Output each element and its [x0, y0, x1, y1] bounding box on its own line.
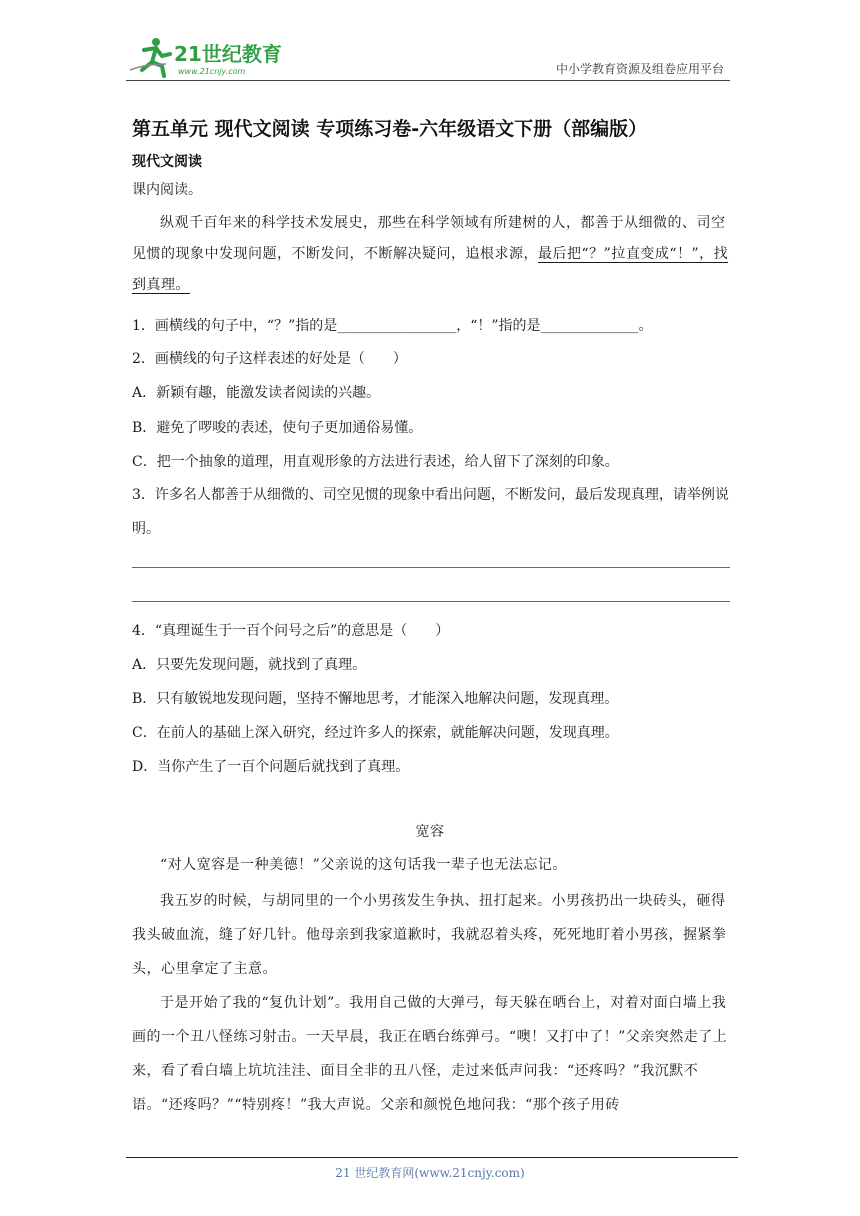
reading-passage: [132, 208, 730, 301]
header-divider: [126, 80, 730, 81]
page-title: 第五单元 现代文阅读 专项练习卷-六年级语文下册（部编版）: [132, 118, 648, 140]
question-4-option-d[interactable]: D．当你产生了一百个问题后就找到了真理。: [132, 759, 410, 775]
underlined-sentence: 最后把“？”拉直变成“！”，找到真理。: [132, 246, 729, 293]
story-paragraph-3: 于是开始了我的“复仇计划”。我用自己做的大弹弓，每天躲在晒台上，对着对面白墙上我画的一个丑八怪练习射击。一天早晨，我正在晒台练弹弓。“噢！又打中了！”父亲突然走了上来，看了看白墙上坑坑洼洼、面目全非的丑八怪，走过来低声问我：“还疼吗？”我沉默不语。“还疼吗？”“特别疼！”我大声说。父亲和颜悦色地问我：“那个孩子用砖: [132, 995, 728, 1113]
passage-text: 纵观千百年来的科学技术发展史，那些在科学领域有所建树的人，都善于从细微的、司空见惯的现象中发现问题，不断发问，不断解决疑问，追根求源，: [132, 215, 726, 262]
question-3: 3．许多名人都善于从细微的、司空见惯的现象中看出问题，不断发问，最后发现真理，请举例说明。: [132, 487, 729, 537]
question-1: 1．画横线的句子中，“？”指的是_________________，“！”指的是______________。: [132, 318, 653, 334]
logo-url: www.21cnjy.com: [178, 67, 246, 76]
runner-logo-icon: [126, 34, 296, 80]
story-paragraph-1: “对人宽容是一种美德！”父亲说的这句话我一辈子也无法忘记。: [160, 857, 567, 873]
section-heading: 现代文阅读: [132, 154, 202, 170]
question-4-option-a[interactable]: A．只要先发现问题，就找到了真理。: [132, 657, 367, 673]
footer-divider: [126, 1157, 738, 1158]
question-2-option-c[interactable]: C．把一个抽象的道理，用直观形象的方法进行表述，给人留下了深刻的印象。: [132, 454, 619, 470]
header-tagline: 中小学教育资源及组卷应用平台: [555, 62, 724, 76]
answer-line-2[interactable]: [132, 601, 730, 602]
answer-line-1[interactable]: [132, 567, 730, 568]
question-2: 2．画横线的句子这样表述的好处是（ ）: [132, 351, 407, 367]
logo-text: 21世纪教育: [174, 42, 282, 66]
footer-text[interactable]: 21 世纪教育网(www.21cnjy.com): [335, 1166, 525, 1180]
question-4: 4．“真理诞生于一百个问号之后”的意思是（ ）: [132, 623, 450, 639]
question-4-option-c[interactable]: C．在前人的基础上深入研究，经过许多人的探索，就能解决问题，发现真理。: [132, 725, 619, 741]
question-2-option-a[interactable]: A．新颖有趣，能激发读者阅读的兴趣。: [132, 385, 381, 401]
question-2-option-b[interactable]: B．避免了啰唆的表述，使句子更加通俗易懂。: [132, 420, 423, 436]
site-logo: [126, 34, 296, 80]
question-4-option-b[interactable]: B．只有敏锐地发现问题，坚持不懈地思考，才能深入地解决问题，发现真理。: [132, 691, 619, 707]
story-paragraph-2: 我五岁的时候，与胡同里的一个小男孩发生争执、扭打起来。小男孩扔出一块砖头，砸得我头破血流，缝了好几针。他母亲到我家道歉时，我就忍着头疼，死死地盯着小男孩，握紧拳头，心里拿定了主意。: [132, 893, 727, 977]
intro-text: 课内阅读。: [132, 182, 202, 198]
story-title: 宽容: [415, 824, 445, 840]
